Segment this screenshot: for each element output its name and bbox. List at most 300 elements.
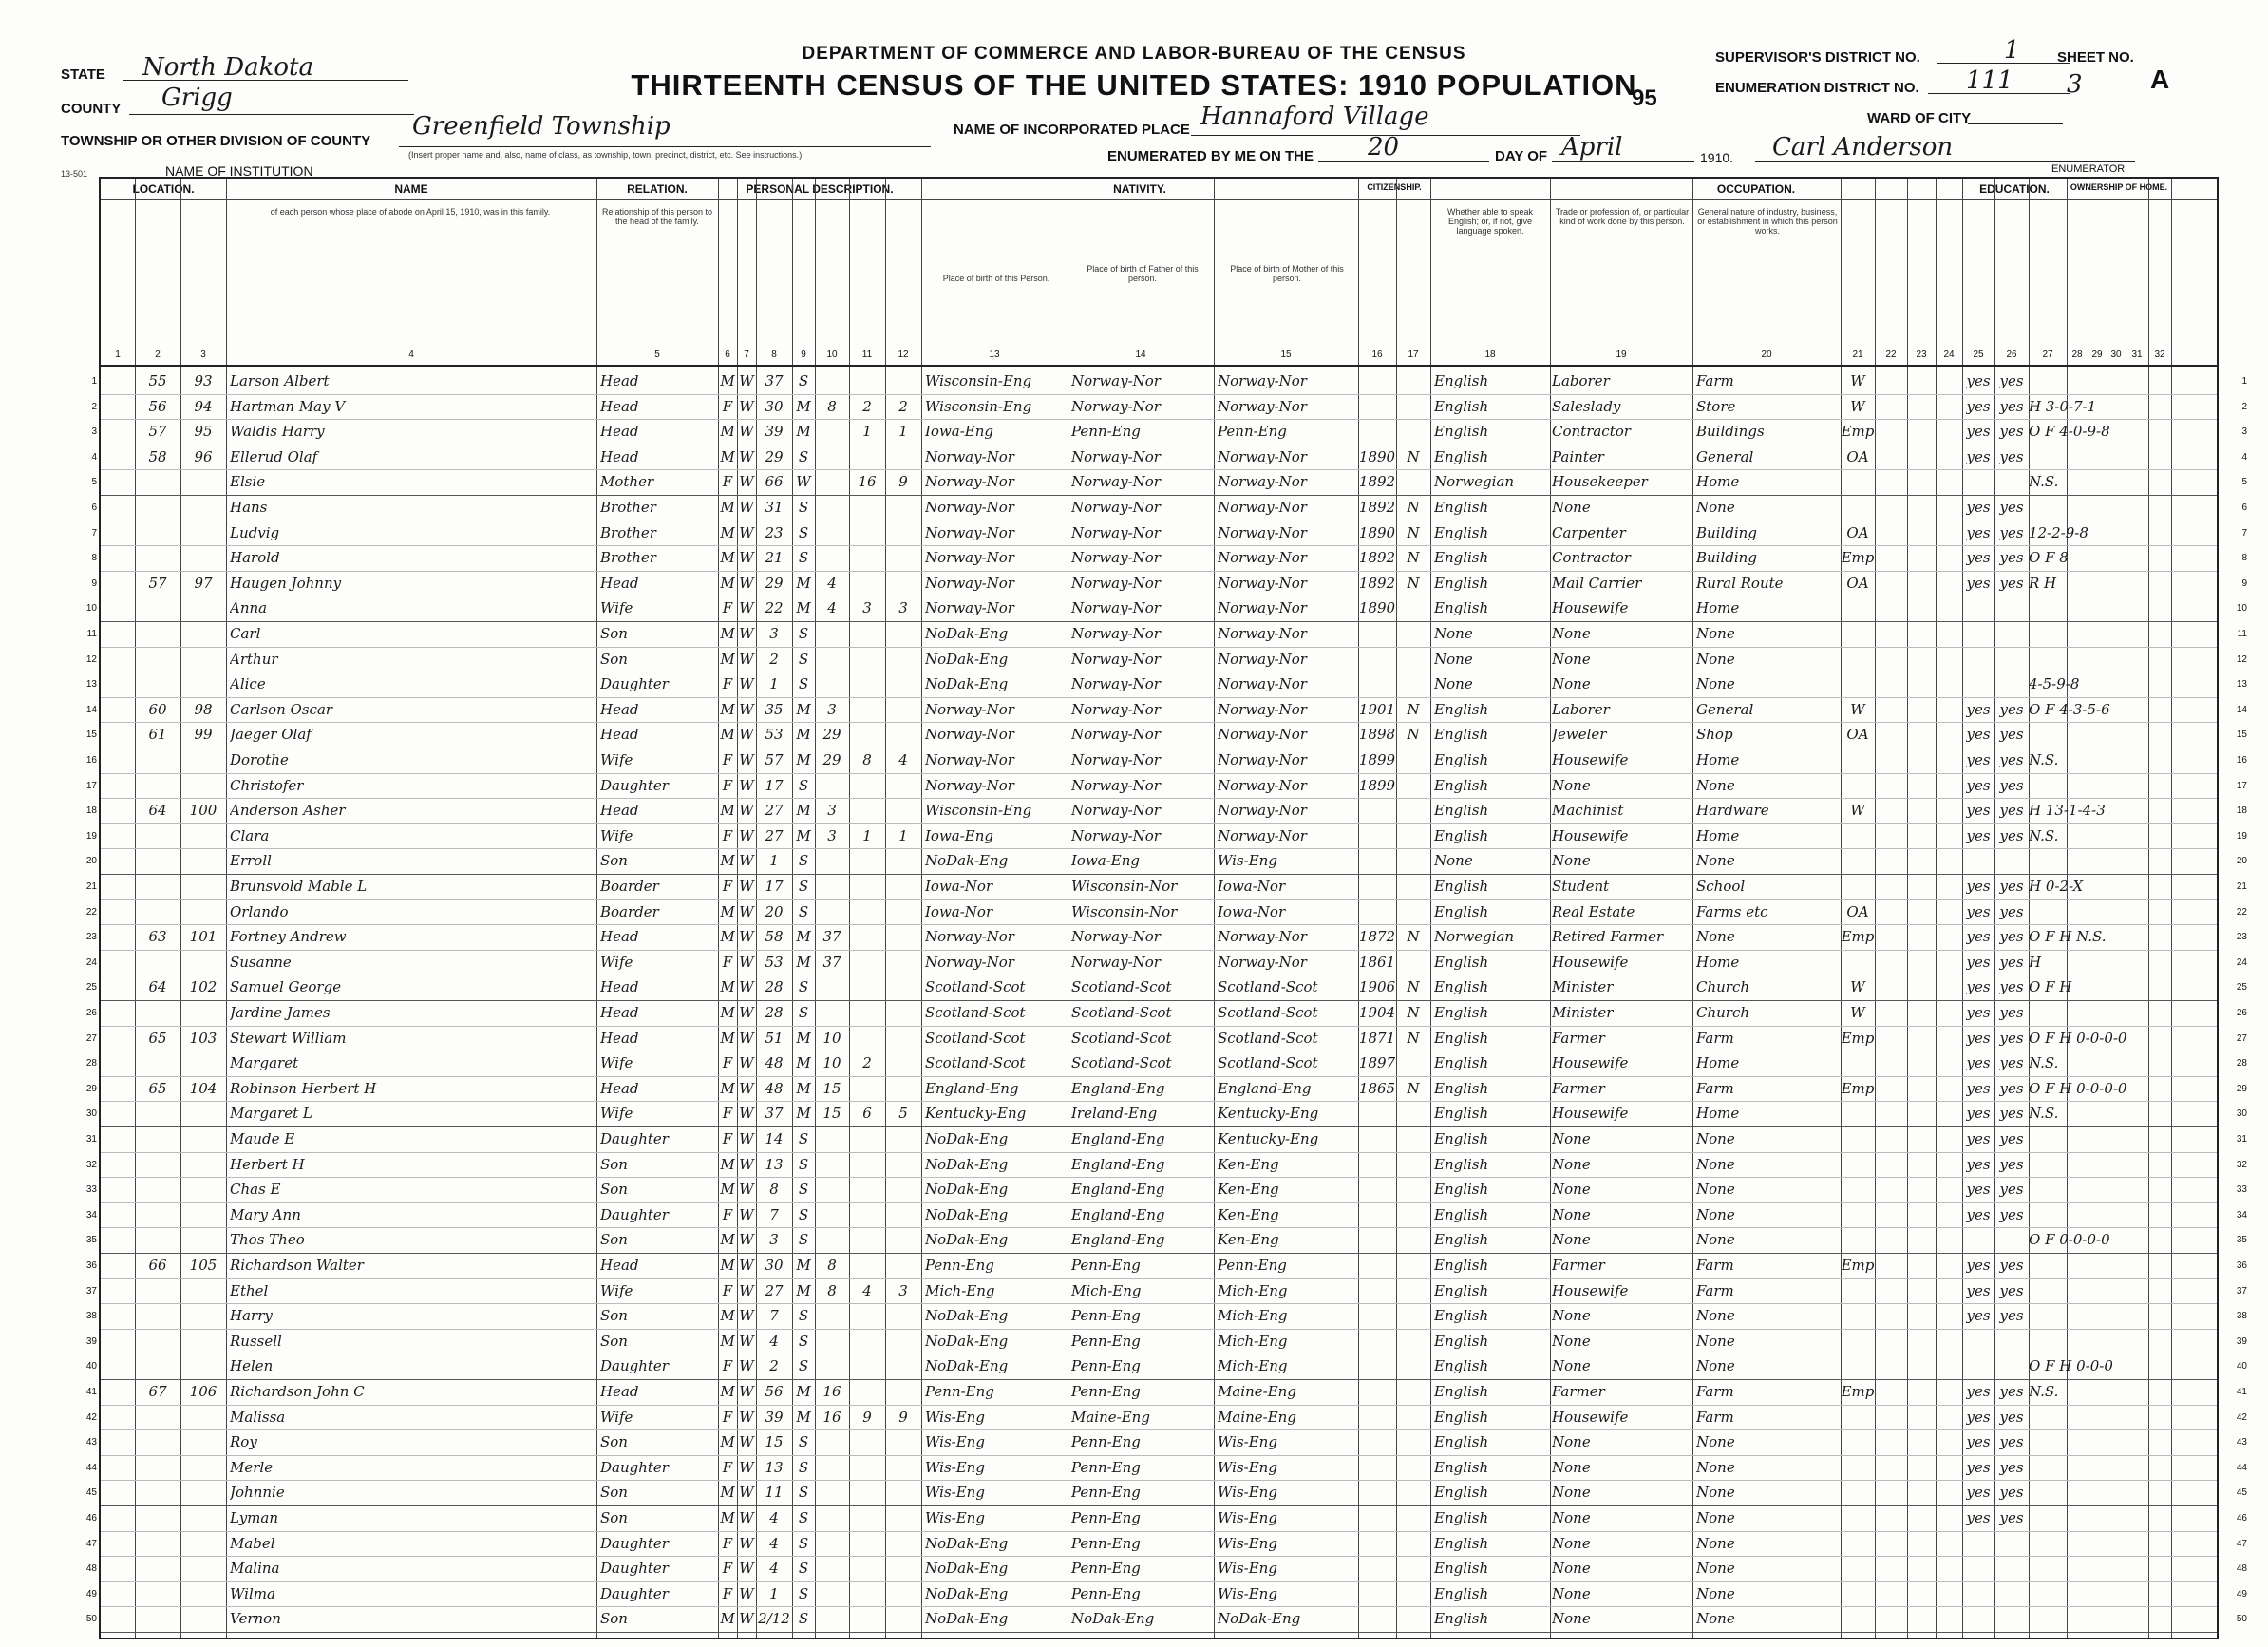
sex-cell: F — [722, 1206, 733, 1222]
can-read-cell: yes — [1966, 1510, 1991, 1525]
relation-column-description: Relationship of this person to the head of the family. — [601, 207, 713, 226]
birthplace-cell: Norway-Nor — [925, 929, 1014, 945]
row-number-right: 45 — [2236, 1487, 2247, 1499]
age-cell: 4 — [769, 1510, 779, 1525]
mother-birthplace-cell: Scotland-Scot — [1218, 979, 1318, 995]
sex-cell: F — [722, 1055, 733, 1071]
industry-cell: Home — [1696, 954, 1740, 970]
mother-birthplace-cell: Norway-Nor — [1218, 929, 1307, 945]
row-number-right: 27 — [2236, 1032, 2247, 1044]
father-birthplace-cell: Norway-Nor — [1071, 575, 1161, 591]
birthplace-cell: Iowa-Eng — [925, 424, 994, 440]
father-birthplace-cell: Norway-Nor — [1071, 827, 1161, 843]
relation-cell: Son — [600, 1434, 628, 1450]
age-cell: 13 — [765, 1156, 784, 1172]
row-number: 11 — [86, 629, 97, 639]
trade-cell: Carpenter — [1552, 524, 1626, 540]
can-read-cell: yes — [1966, 1080, 1991, 1096]
street-number-cell: 61 — [148, 727, 167, 743]
birth-mother-header: Place of birth of Mother of this person. — [1230, 264, 1344, 283]
person-name-cell: Waldis Harry — [230, 424, 325, 440]
can-read-cell: yes — [1966, 448, 1991, 464]
person-name-cell: Elsie — [230, 474, 266, 490]
row-divider — [101, 621, 2217, 622]
sheet-number: 3 — [2067, 70, 2083, 99]
row-divider — [101, 1480, 2217, 1481]
race-cell: W — [739, 600, 754, 616]
row-divider — [101, 1202, 2217, 1203]
trade-cell: None — [1552, 1206, 1591, 1222]
row-number: 44 — [85, 1462, 97, 1473]
birthplace-cell: NoDak-Eng — [925, 1333, 1009, 1349]
mother-birthplace-cell: Iowa-Nor — [1218, 903, 1286, 919]
employer-status-cell: W — [1850, 373, 1865, 388]
birthplace-cell: Scotland-Scot — [925, 1055, 1026, 1071]
can-read-cell: yes — [1966, 424, 1991, 440]
relation-cell: Wife — [600, 1409, 633, 1425]
children-born-cell: 8 — [862, 752, 872, 767]
employer-status-cell: W — [1850, 979, 1865, 995]
relation-cell: Head — [600, 373, 639, 388]
father-birthplace-cell: Scotland-Scot — [1071, 1005, 1172, 1020]
relation-cell: Wife — [600, 752, 633, 767]
industry-cell: Home — [1696, 752, 1740, 767]
can-read-cell: yes — [1966, 1131, 1991, 1146]
father-birthplace-cell: Norway-Nor — [1071, 524, 1161, 540]
industry-cell: Farm — [1696, 1080, 1734, 1096]
age-cell: 30 — [765, 398, 784, 414]
father-birthplace-cell: Iowa-Eng — [1071, 853, 1141, 869]
sex-cell: M — [720, 1611, 735, 1627]
mother-birthplace-cell: Wis-Eng — [1218, 1434, 1277, 1450]
relation-cell: Wife — [600, 954, 633, 970]
row-number: 36 — [85, 1260, 97, 1271]
person-name-cell: Anderson Asher — [230, 803, 346, 819]
years-married-cell: 29 — [822, 727, 841, 743]
row-number: 13 — [85, 679, 97, 691]
birthplace-cell: Norway-Nor — [925, 752, 1014, 767]
race-cell: W — [739, 398, 754, 414]
row-divider — [101, 469, 2217, 470]
mother-birthplace-cell: Mich-Eng — [1218, 1333, 1288, 1349]
column-number: 11 — [861, 350, 873, 360]
row-divider — [101, 1177, 2217, 1178]
industry-cell: None — [1696, 1535, 1735, 1551]
industry-cell: Buildings — [1696, 424, 1765, 440]
relation-cell: Head — [600, 424, 639, 440]
age-cell: 53 — [765, 727, 784, 743]
group-name: NAME — [394, 182, 428, 196]
row-number-right: 21 — [2236, 881, 2247, 892]
language-cell: English — [1434, 727, 1489, 743]
relation-cell: Wife — [600, 1106, 633, 1122]
marital-status-cell: M — [796, 803, 811, 819]
row-number: 49 — [85, 1588, 97, 1600]
street-number-cell: 65 — [148, 1030, 167, 1046]
column-number: 6 — [725, 350, 730, 360]
mother-birthplace-cell: Penn-Eng — [1218, 424, 1287, 440]
birth-father-header: Place of birth of Father of this person. — [1087, 264, 1199, 283]
person-name-cell: Mabel — [230, 1535, 275, 1551]
sex-cell: F — [722, 827, 733, 843]
language-cell: English — [1434, 524, 1489, 540]
birthplace-cell: Norway-Nor — [925, 550, 1014, 566]
row-number: 19 — [85, 830, 97, 842]
trade-cell: Real Estate — [1552, 903, 1635, 919]
children-living-cell: 5 — [898, 1106, 908, 1122]
row-divider — [101, 1505, 2217, 1506]
sex-cell: M — [720, 1510, 735, 1525]
row-divider — [101, 1531, 2217, 1532]
industry-cell: Farms etc — [1696, 903, 1768, 919]
birthplace-cell: Wis-Eng — [925, 1510, 985, 1525]
can-read-cell: yes — [1966, 954, 1991, 970]
enumeration-year: 1910. — [1700, 150, 1734, 165]
row-number: 24 — [85, 956, 97, 968]
name-column-description: of each person whose place of abode on April 15, 1910, was in this family. — [270, 207, 551, 217]
sex-cell: M — [720, 1232, 735, 1248]
street-number-cell: 55 — [148, 373, 167, 388]
sex-cell: M — [720, 1485, 735, 1501]
row-number-right: 2 — [2241, 401, 2247, 412]
birthplace-cell: Norway-Nor — [925, 575, 1014, 591]
row-number: 25 — [85, 982, 97, 994]
row-divider — [101, 697, 2217, 698]
sex-cell: F — [722, 1358, 733, 1374]
can-write-cell: yes — [1999, 752, 2024, 767]
trade-cell: Housewife — [1552, 827, 1629, 843]
marital-status-cell: S — [798, 651, 809, 667]
industry-cell: Rural Route — [1696, 575, 1784, 591]
age-cell: 4 — [769, 1333, 779, 1349]
row-number: 6 — [91, 502, 97, 513]
ownership-cell: O F H 0-0-0-0 — [2029, 1030, 2127, 1046]
mother-birthplace-cell: Wis-Eng — [1218, 1585, 1277, 1601]
can-write-cell: yes — [1999, 1308, 2024, 1324]
mother-birthplace-cell: Norway-Nor — [1218, 626, 1307, 641]
years-married-cell: 29 — [822, 752, 841, 767]
marital-status-cell: S — [798, 1561, 809, 1577]
industry-cell: None — [1696, 1206, 1735, 1222]
row-number-right: 8 — [2241, 553, 2247, 564]
employer-status-cell: OA — [1846, 524, 1869, 540]
relation-cell: Son — [600, 1156, 628, 1172]
immigration-year-cell: 1871 — [1358, 1030, 1396, 1046]
language-cell: English — [1434, 954, 1489, 970]
employer-status-cell: Emp — [1841, 929, 1875, 945]
industry-cell: None — [1696, 777, 1735, 793]
marital-status-cell: M — [796, 827, 811, 843]
father-birthplace-cell: Penn-Eng — [1071, 1561, 1141, 1577]
mother-birthplace-cell: Wis-Eng — [1218, 1510, 1277, 1525]
language-cell: English — [1434, 1182, 1489, 1198]
mother-birthplace-cell: Wis-Eng — [1218, 1485, 1277, 1501]
industry-cell: Church — [1696, 979, 1750, 995]
relation-cell: Wife — [600, 600, 633, 616]
race-cell: W — [739, 777, 754, 793]
age-cell: 13 — [765, 1459, 784, 1475]
language-cell: English — [1434, 1409, 1489, 1425]
mother-birthplace-cell: Norway-Nor — [1218, 600, 1307, 616]
can-read-cell: yes — [1966, 1485, 1991, 1501]
can-read-cell: yes — [1966, 1106, 1991, 1122]
industry-cell: None — [1696, 1485, 1735, 1501]
row-number-right: 12 — [2236, 653, 2247, 665]
father-birthplace-cell: Ireland-Eng — [1071, 1106, 1158, 1122]
immigration-year-cell: 1898 — [1358, 727, 1396, 743]
person-name-cell: Vernon — [230, 1611, 281, 1627]
column-number: 21 — [1852, 350, 1863, 360]
can-write-cell: yes — [1999, 1384, 2024, 1399]
row-number: 7 — [91, 527, 97, 539]
mother-birthplace-cell: Norway-Nor — [1218, 827, 1307, 843]
can-read-cell: yes — [1966, 1030, 1991, 1046]
trade-cell: None — [1552, 676, 1591, 692]
can-read-cell: yes — [1966, 1434, 1991, 1450]
mother-birthplace-cell: Norway-Nor — [1218, 954, 1307, 970]
can-write-cell: yes — [1999, 575, 2024, 591]
row-number: 16 — [85, 755, 97, 766]
father-birthplace-cell: England-Eng — [1071, 1080, 1165, 1096]
person-name-cell: Ludvig — [230, 524, 280, 540]
can-write-cell: yes — [1999, 1106, 2024, 1122]
marital-status-cell: S — [798, 676, 809, 692]
sex-cell: M — [720, 575, 735, 591]
father-birthplace-cell: Penn-Eng — [1071, 1308, 1141, 1324]
can-write-cell: yes — [1999, 827, 2024, 843]
marital-status-cell: S — [798, 903, 809, 919]
birthplace-cell: Norway-Nor — [925, 954, 1014, 970]
relation-cell: Daughter — [600, 1131, 669, 1146]
birthplace-cell: England-Eng — [925, 1080, 1019, 1096]
marital-status-cell: S — [798, 626, 809, 641]
trade-cell: Housewife — [1552, 1055, 1629, 1071]
row-number-right: 22 — [2236, 906, 2247, 918]
birth-person-header: Place of birth of this Person. — [942, 274, 1050, 283]
father-birthplace-cell: Penn-Eng — [1071, 1485, 1141, 1501]
language-cell: None — [1434, 651, 1473, 667]
column-number: 2 — [155, 350, 161, 360]
marital-status-cell: W — [796, 474, 811, 490]
county-label: COUNTY — [61, 101, 122, 117]
language-cell: English — [1434, 827, 1489, 843]
race-cell: W — [739, 1485, 754, 1501]
father-birthplace-cell: Norway-Nor — [1071, 651, 1161, 667]
birthplace-cell: Wis-Eng — [925, 1409, 985, 1425]
row-number: 32 — [85, 1159, 97, 1170]
marital-status-cell: S — [798, 1485, 809, 1501]
person-name-cell: Russell — [230, 1333, 282, 1349]
person-name-cell: Richardson Walter — [230, 1258, 364, 1273]
street-number-cell: 64 — [148, 803, 167, 819]
sex-cell: M — [720, 524, 735, 540]
row-number-right: 32 — [2236, 1159, 2247, 1170]
sex-cell: F — [722, 777, 733, 793]
language-cell: English — [1434, 1206, 1489, 1222]
immigration-year-cell: 1904 — [1358, 1005, 1396, 1020]
mother-birthplace-cell: Wis-Eng — [1218, 1535, 1277, 1551]
can-read-cell: yes — [1966, 879, 1991, 894]
naturalization-cell: N — [1407, 1080, 1420, 1096]
employer-status-cell: W — [1850, 1005, 1865, 1020]
sex-cell: M — [720, 701, 735, 717]
trade-cell: Housewife — [1552, 1106, 1629, 1122]
sex-cell: M — [720, 929, 735, 945]
children-born-cell: 1 — [862, 827, 872, 843]
mother-birthplace-cell: Norway-Nor — [1218, 727, 1307, 743]
race-cell: W — [739, 1459, 754, 1475]
father-birthplace-cell: Penn-Eng — [1071, 1535, 1141, 1551]
trade-cell: Housekeeper — [1552, 474, 1648, 490]
employer-status-cell: Emp — [1841, 550, 1875, 566]
race-cell: W — [739, 1409, 754, 1425]
row-number: 9 — [91, 577, 97, 589]
person-name-cell: Haugen Johnny — [230, 575, 342, 591]
race-cell: W — [739, 1206, 754, 1222]
enumerated-day: 20 — [1368, 133, 1400, 161]
industry-cell: General — [1696, 701, 1754, 717]
row-number-right: 4 — [2241, 451, 2247, 463]
race-cell: W — [739, 1156, 754, 1172]
can-write-cell: yes — [1999, 979, 2024, 995]
row-divider — [101, 924, 2217, 925]
naturalization-cell: N — [1407, 929, 1420, 945]
relation-cell: Daughter — [600, 1358, 669, 1374]
age-cell: 48 — [765, 1080, 784, 1096]
language-cell: English — [1434, 1459, 1489, 1475]
father-birthplace-cell: Norway-Nor — [1071, 701, 1161, 717]
employer-status-cell: Emp — [1841, 1384, 1875, 1399]
children-born-cell: 16 — [858, 474, 877, 490]
birthplace-cell: Norway-Nor — [925, 448, 1014, 464]
group-relation: RELATION. — [627, 182, 688, 196]
family-number-cell: 102 — [189, 979, 217, 995]
age-cell: 1 — [769, 853, 779, 869]
father-birthplace-cell: Norway-Nor — [1071, 954, 1161, 970]
sheet-label: SHEET NO. — [2057, 49, 2134, 66]
supervisor-district-value: 1 — [2004, 36, 2020, 65]
trade-cell: None — [1552, 1485, 1591, 1501]
row-divider — [101, 1429, 2217, 1430]
row-number: 14 — [85, 704, 97, 715]
person-name-cell: Maude E — [230, 1131, 295, 1146]
marital-status-cell: S — [798, 1611, 809, 1627]
relation-cell: Son — [600, 853, 628, 869]
row-divider — [101, 1101, 2217, 1102]
immigration-year-cell: 1899 — [1358, 752, 1396, 767]
father-birthplace-cell: Penn-Eng — [1071, 1459, 1141, 1475]
industry-cell: None — [1696, 1510, 1735, 1525]
row-number: 41 — [85, 1387, 97, 1397]
race-cell: W — [739, 954, 754, 970]
row-divider — [101, 1632, 2217, 1633]
can-write-cell: yes — [1999, 1485, 2024, 1501]
row-divider — [101, 1076, 2217, 1077]
race-cell: W — [739, 1232, 754, 1248]
column-number: 29 — [2091, 350, 2103, 360]
can-write-cell: yes — [1999, 1005, 2024, 1020]
immigration-year-cell: 1892 — [1358, 575, 1396, 591]
row-number: 3 — [91, 426, 97, 438]
birthplace-cell: Wisconsin-Eng — [925, 398, 1032, 414]
immigration-year-cell: 1899 — [1358, 777, 1396, 793]
column-number: 9 — [801, 350, 806, 360]
naturalization-cell: N — [1407, 500, 1420, 515]
mother-birthplace-cell: Norway-Nor — [1218, 474, 1307, 490]
industry-cell: None — [1696, 929, 1735, 945]
row-number-right: 38 — [2236, 1311, 2247, 1322]
marital-status-cell: M — [796, 954, 811, 970]
row-divider — [101, 1556, 2217, 1557]
person-name-cell: Lyman — [230, 1510, 278, 1525]
row-divider — [101, 419, 2217, 420]
column-number: 18 — [1484, 350, 1496, 360]
birthplace-cell: NoDak-Eng — [925, 651, 1009, 667]
column-divider — [1692, 179, 1693, 1638]
trade-cell: None — [1552, 777, 1591, 793]
mother-birthplace-cell: Norway-Nor — [1218, 803, 1307, 819]
industry-cell: None — [1696, 1131, 1735, 1146]
can-write-cell: yes — [1999, 1206, 2024, 1222]
mother-birthplace-cell: Wis-Eng — [1218, 853, 1277, 869]
row-number: 43 — [85, 1437, 97, 1448]
ownership-cell: N.S. — [2029, 827, 2059, 843]
trade-cell: None — [1552, 1156, 1591, 1172]
years-married-cell: 16 — [822, 1384, 841, 1399]
row-number-right: 15 — [2236, 729, 2247, 741]
can-read-cell: yes — [1966, 827, 1991, 843]
age-cell: 4 — [769, 1561, 779, 1577]
naturalization-cell: N — [1407, 1005, 1420, 1020]
age-cell: 17 — [765, 879, 784, 894]
age-cell: 1 — [769, 1585, 779, 1601]
relation-cell: Daughter — [600, 1585, 669, 1601]
language-cell: English — [1434, 1055, 1489, 1071]
industry-header: General nature of industry, business, or establishment in which this person works. — [1697, 207, 1838, 236]
row-number: 28 — [85, 1058, 97, 1070]
age-cell: 53 — [765, 954, 784, 970]
column-number: 25 — [1973, 350, 1984, 360]
column-number: 10 — [826, 350, 838, 360]
row-number: 4 — [91, 451, 97, 463]
row-number: 5 — [91, 477, 97, 488]
trade-cell: None — [1552, 1459, 1591, 1475]
industry-cell: None — [1696, 1434, 1735, 1450]
can-read-cell: yes — [1966, 500, 1991, 515]
language-cell: English — [1434, 398, 1489, 414]
race-cell: W — [739, 373, 754, 388]
birthplace-cell: NoDak-Eng — [925, 626, 1009, 641]
years-married-cell: 4 — [827, 600, 837, 616]
trade-cell: None — [1552, 1333, 1591, 1349]
census-title: THIRTEENTH CENSUS OF THE UNITED STATES: 1910 POPULATION — [631, 68, 1637, 102]
language-cell: English — [1434, 1510, 1489, 1525]
marital-status-cell: S — [798, 448, 809, 464]
row-number: 18 — [85, 805, 97, 817]
language-cell: English — [1434, 1434, 1489, 1450]
marital-status-cell: S — [798, 1434, 809, 1450]
mother-birthplace-cell: Norway-Nor — [1218, 777, 1307, 793]
children-living-cell: 9 — [898, 474, 908, 490]
children-born-cell: 9 — [862, 1409, 872, 1425]
sex-cell: M — [720, 1333, 735, 1349]
trade-cell: Laborer — [1552, 373, 1610, 388]
years-married-cell: 3 — [827, 701, 837, 717]
row-number-right: 26 — [2236, 1008, 2247, 1018]
father-birthplace-cell: Norway-Nor — [1071, 803, 1161, 819]
industry-cell: Shop — [1696, 727, 1733, 743]
column-number: 3 — [200, 350, 206, 360]
